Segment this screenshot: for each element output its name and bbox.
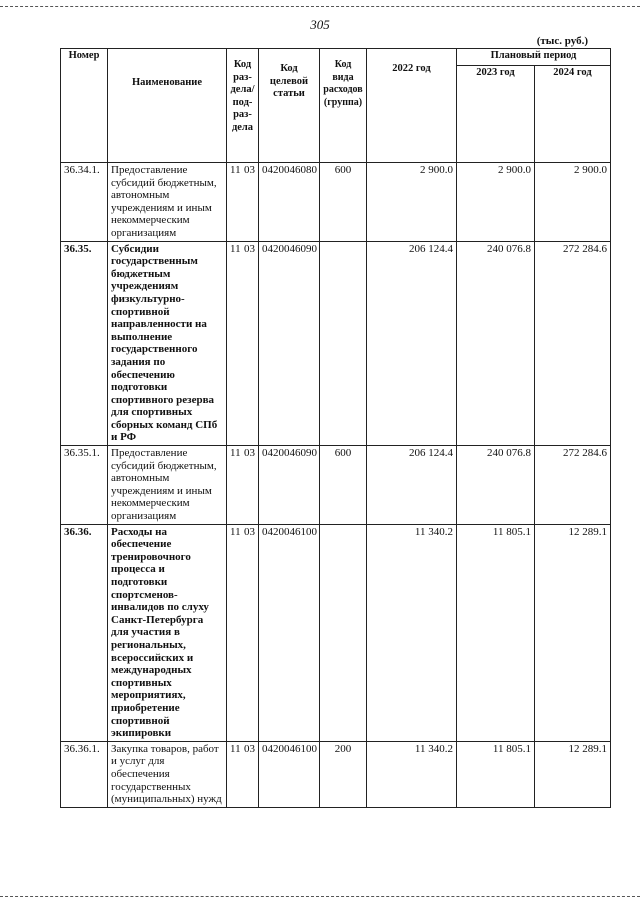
row-2022: 11 340.2: [367, 741, 457, 807]
row-2022: 206 124.4: [367, 241, 457, 446]
row-2022: 206 124.4: [367, 446, 457, 525]
row-target: 0420046090: [259, 446, 320, 525]
row-name: Закупка товаров, работ и услуг для обеспечения государственных (муниципальных) нужд: [108, 741, 227, 807]
row-section: 11 03: [227, 524, 259, 741]
row-2024: 272 284.6: [535, 446, 611, 525]
header-2022: 2022 год: [367, 49, 457, 163]
row-target: 0420046090: [259, 241, 320, 446]
table-row: [61, 241, 611, 446]
top-border-line: [0, 6, 640, 7]
row-expense: 200: [320, 741, 367, 807]
row-section: 11 03: [227, 741, 259, 807]
table-row: [61, 163, 611, 242]
row-expense: 600: [320, 163, 367, 242]
row-number: 36.35.1.: [61, 446, 108, 525]
header-number: Номер: [61, 49, 108, 163]
row-section: 11 03: [227, 163, 259, 242]
row-target: 0420046100: [259, 524, 320, 741]
row-number: 36.36.: [61, 524, 108, 741]
row-2023: 240 076.8: [457, 241, 535, 446]
row-number: 36.36.1.: [61, 741, 108, 807]
header-planning-period: Плановый период: [457, 49, 611, 66]
header-name: Наименование: [108, 49, 227, 163]
row-section: 11 03: [227, 241, 259, 446]
row-2023: 11 805.1: [457, 741, 535, 807]
row-name: Предоставление субсидий бюджетным, автономным учреждениям и иным некоммерческим организациям: [108, 446, 227, 525]
header-section: Код раз-дела/под-раз-дела: [227, 49, 259, 163]
row-2024: 12 289.1: [535, 741, 611, 807]
table-row: [61, 446, 611, 525]
row-2024: 12 289.1: [535, 524, 611, 741]
row-target: 0420046100: [259, 741, 320, 807]
row-section: 11 03: [227, 446, 259, 525]
row-2022: 11 340.2: [367, 524, 457, 741]
row-name: Субсидии государственным бюджетным учреждениям физкультурно-спортивной направленности на выполнение государственного задания по обеспечению подготовки спортивного резерва для спортивных сборных команд СПб и РФ: [108, 241, 227, 446]
row-expense: 600: [320, 446, 367, 525]
units-label: (тыс. руб.): [536, 35, 588, 47]
row-2023: 11 805.1: [457, 524, 535, 741]
row-number: 36.35.: [61, 241, 108, 446]
row-2023: 240 076.8: [457, 446, 535, 525]
table-row: [61, 741, 611, 807]
row-2024: 2 900.0: [535, 163, 611, 242]
budget-table: [60, 48, 611, 808]
header-target: Код целевой статьи: [259, 49, 320, 163]
row-2023: 2 900.0: [457, 163, 535, 242]
row-name: Расходы на обеспечение тренировочного процесса и подготовки спортсменов-инвалидов по слуху Санкт-Петербурга для участия в региональных, всероссийских и международных спортивных мероприятиях, приобретение спортивной экипировки: [108, 524, 227, 741]
row-expense: [320, 524, 367, 741]
row-2022: 2 900.0: [367, 163, 457, 242]
row-2024: 272 284.6: [535, 241, 611, 446]
row-target: 0420046080: [259, 163, 320, 242]
bottom-border-line: [0, 896, 640, 897]
page-number: 305: [310, 17, 330, 32]
row-expense: [320, 241, 367, 446]
table-row: [61, 524, 611, 741]
row-name: Предоставление субсидий бюджетным, автономным учреждениям и иным некоммерческим организациям: [108, 163, 227, 242]
header-2023: 2023 год: [457, 66, 535, 163]
row-number: 36.34.1.: [61, 163, 108, 242]
header-2024: 2024 год: [535, 66, 611, 163]
header-expense: Код вида расходов (группа): [320, 49, 367, 163]
